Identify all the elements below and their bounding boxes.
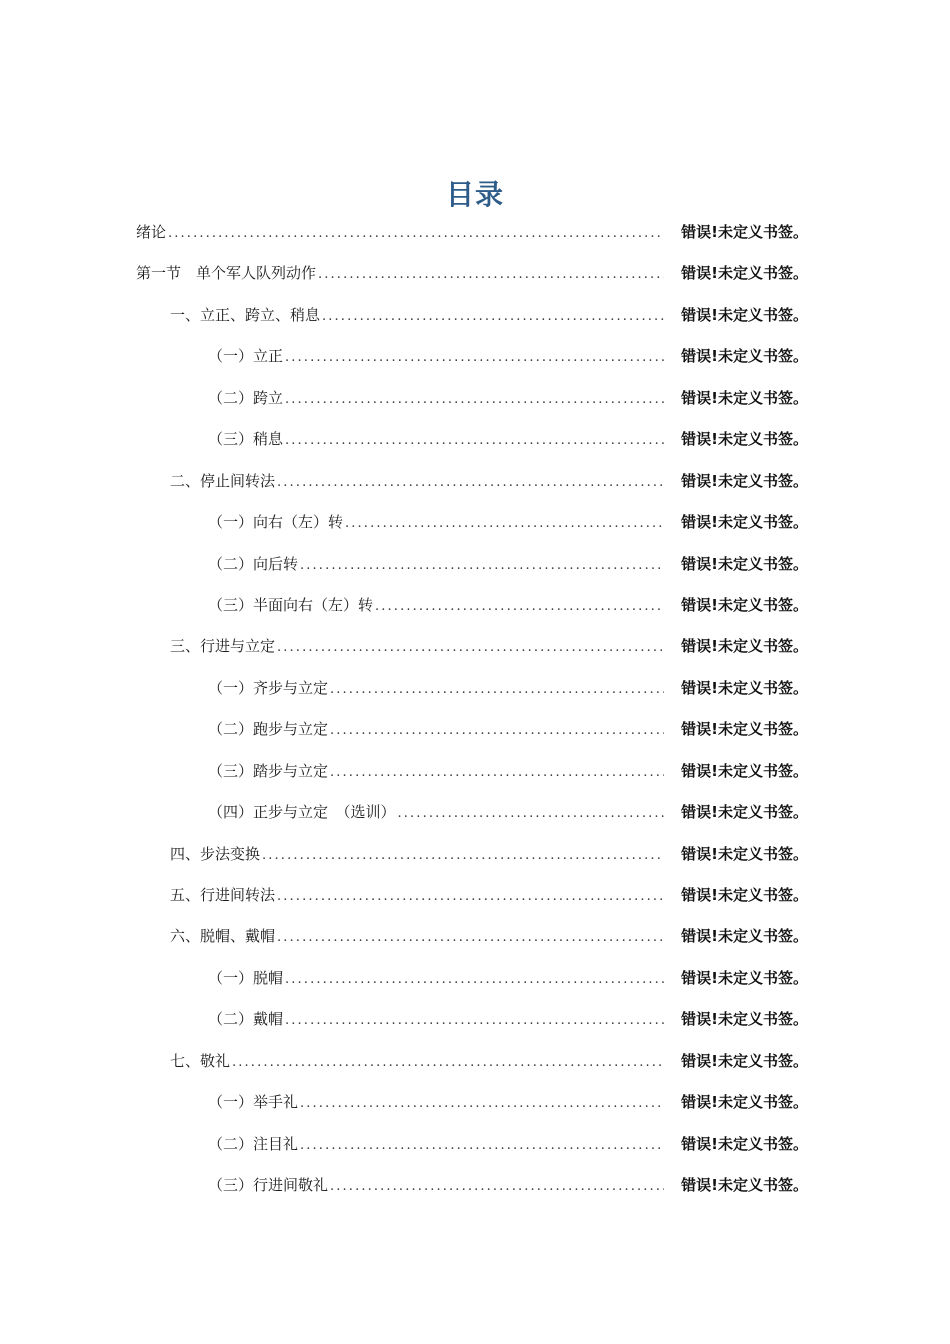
table-of-contents xyxy=(136,212,808,1207)
toc-dot-leader xyxy=(285,420,664,461)
toc-entry-text: （二）注目礼 xyxy=(208,1134,299,1153)
toc-dot-leader xyxy=(330,669,664,710)
toc-entry-text: 三、行进与立定 xyxy=(170,637,276,656)
toc-dot-leader xyxy=(398,793,664,834)
toc-entry-text: 七、敬礼 xyxy=(170,1051,231,1070)
toc-dot-leader xyxy=(277,917,664,958)
toc-entry[interactable] xyxy=(136,958,808,999)
toc-entry-page-ref: 错误!未定义书签。 xyxy=(681,637,808,656)
toc-entry-text: （二）向后转 xyxy=(208,554,299,573)
toc-entry-page-ref: 错误!未定义书签。 xyxy=(681,1093,808,1112)
toc-entry[interactable] xyxy=(136,999,808,1040)
toc-entry[interactable] xyxy=(136,585,808,626)
toc-entry[interactable] xyxy=(136,875,808,916)
toc-entry-text: （三）踏步与立定 xyxy=(208,761,329,780)
toc-entry-page-ref: 错误!未定义书签。 xyxy=(681,388,808,407)
toc-entry-page-ref: 错误!未定义书签。 xyxy=(681,968,808,987)
toc-entry-text: （三）稍息 xyxy=(208,430,284,449)
toc-title: 目录 xyxy=(445,177,504,211)
toc-dot-leader xyxy=(318,254,664,295)
toc-dot-leader xyxy=(375,586,664,627)
toc-dot-leader xyxy=(330,1166,664,1207)
toc-entry-page-ref: 错误!未定义书签。 xyxy=(681,1010,808,1029)
toc-dot-leader xyxy=(300,1125,664,1166)
toc-entry-text: （一）向右（左）转 xyxy=(208,513,344,532)
toc-entry[interactable] xyxy=(136,378,808,419)
toc-dot-leader xyxy=(330,710,664,751)
toc-entry-page-ref: 错误!未定义书签。 xyxy=(681,1176,808,1195)
toc-dot-leader xyxy=(277,462,664,503)
toc-entry-page-ref: 错误!未定义书签。 xyxy=(681,347,808,366)
toc-entry[interactable] xyxy=(136,834,808,875)
toc-entry-page-ref: 错误!未定义书签。 xyxy=(681,844,808,863)
toc-entry-page-ref: 错误!未定义书签。 xyxy=(681,471,808,490)
toc-dot-leader xyxy=(232,1042,664,1083)
toc-entry-page-ref: 错误!未定义书签。 xyxy=(681,430,808,449)
toc-entry[interactable] xyxy=(136,212,808,253)
toc-entry[interactable] xyxy=(136,502,808,543)
toc-entry[interactable] xyxy=(136,295,808,336)
toc-entry-text: （三）行进间敬礼 xyxy=(208,1176,329,1195)
toc-entry[interactable] xyxy=(136,461,808,502)
toc-entry-text: 四、步法变换 xyxy=(170,844,261,863)
toc-entry[interactable] xyxy=(136,253,808,294)
toc-dot-leader xyxy=(330,752,664,793)
toc-entry-page-ref: 错误!未定义书签。 xyxy=(681,1051,808,1070)
toc-dot-leader xyxy=(345,503,664,544)
toc-entry-page-ref: 错误!未定义书签。 xyxy=(681,886,808,904)
toc-entry-page-ref: 错误!未定义书签。 xyxy=(681,513,808,532)
toc-entry-text: 二、停止间转法 xyxy=(170,471,276,490)
toc-dot-leader xyxy=(285,959,664,1000)
toc-entry-text: （一）立正 xyxy=(208,347,284,366)
toc-entry[interactable] xyxy=(136,336,808,377)
toc-entry[interactable] xyxy=(136,709,808,750)
toc-entry-text: 绪论 xyxy=(136,223,167,241)
toc-entry-page-ref: 错误!未定义书签。 xyxy=(681,264,808,283)
toc-entry-text: （四）正步与立定 （选训） xyxy=(208,803,396,822)
toc-entry[interactable] xyxy=(136,1041,808,1082)
toc-dot-leader xyxy=(262,835,664,876)
toc-entry[interactable] xyxy=(136,1082,808,1123)
toc-entry-text: （二）戴帽 xyxy=(208,1010,284,1029)
toc-dot-leader xyxy=(300,545,664,586)
toc-entry-text: 六、脱帽、戴帽 xyxy=(170,927,276,946)
toc-entry[interactable] xyxy=(136,916,808,957)
toc-entry[interactable] xyxy=(136,1165,808,1206)
toc-entry-text: 一、立正、跨立、稍息 xyxy=(170,305,321,324)
toc-entry-page-ref: 错误!未定义书签。 xyxy=(681,554,808,573)
toc-entry[interactable] xyxy=(136,668,808,709)
toc-entry[interactable] xyxy=(136,792,808,833)
toc-entry[interactable] xyxy=(136,626,808,667)
toc-entry-text: （一）举手礼 xyxy=(208,1093,299,1112)
toc-entry[interactable] xyxy=(136,419,808,460)
toc-entry-text: （三）半面向右（左）转 xyxy=(208,595,374,614)
toc-entry-page-ref: 错误!未定义书签。 xyxy=(681,927,808,946)
toc-entry[interactable] xyxy=(136,1124,808,1165)
toc-dot-leader xyxy=(168,213,664,254)
toc-entry-text: （二）跨立 xyxy=(208,388,284,407)
toc-entry-page-ref: 错误!未定义书签。 xyxy=(681,223,808,241)
toc-entry[interactable] xyxy=(136,751,808,792)
toc-entry-page-ref: 错误!未定义书签。 xyxy=(681,1134,808,1153)
toc-dot-leader xyxy=(322,296,664,337)
toc-entry-text: 第一节 单个军人队列动作 xyxy=(136,264,317,283)
toc-dot-leader xyxy=(277,876,664,917)
toc-entry-text: （一）脱帽 xyxy=(208,968,284,987)
toc-entry-page-ref: 错误!未定义书签。 xyxy=(681,305,808,324)
toc-entry-page-ref: 错误!未定义书签。 xyxy=(681,720,808,739)
toc-dot-leader xyxy=(300,1083,664,1124)
toc-dot-leader xyxy=(285,379,664,420)
toc-dot-leader xyxy=(277,627,664,668)
toc-entry-text: （二）跑步与立定 xyxy=(208,720,329,739)
toc-entry-page-ref: 错误!未定义书签。 xyxy=(681,678,808,697)
toc-entry-text: 五、行进间转法 xyxy=(170,886,276,904)
toc-entry-page-ref: 错误!未定义书签。 xyxy=(681,803,808,822)
toc-entry-page-ref: 错误!未定义书签。 xyxy=(681,761,808,780)
toc-entry-text: （一）齐步与立定 xyxy=(208,678,329,697)
toc-dot-leader xyxy=(285,337,664,378)
toc-entry[interactable] xyxy=(136,544,808,585)
toc-entry-page-ref: 错误!未定义书签。 xyxy=(681,595,808,614)
toc-dot-leader xyxy=(285,1000,664,1041)
